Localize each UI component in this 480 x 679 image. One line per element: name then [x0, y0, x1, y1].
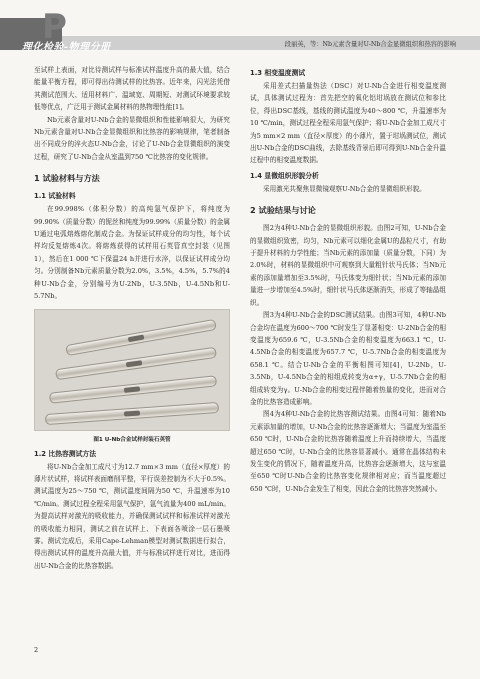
- section-1-4-paragraph: 采用激光共聚焦显微镜观察U-Nb合金的显微组织形貌。: [263, 184, 426, 193]
- figure-1-photo: [34, 309, 230, 431]
- intro-paragraph-2: Nb元素含量对U-Nb合金的显微组织和性能影响很大，为研究Nb元素含量对U-Nb合金显微组织和比热容的影响规律，笔者制备出不同成分的淬火态U-Nb合金，讨论了U-Nb合金显微组织的演变过程，研究了U-Nb合金从室温到750 ℃比热容的变化规律。: [34, 115, 230, 161]
- sample-plug: [126, 360, 143, 367]
- section-2-paragraph-1: 图2为4种U-Nb合金的显微组织形貌。由图2可知，U-Nb合金的显微组织致密，均匀，Nb元素可以细化金属U的晶粒尺寸，有助于提升材料的力学性能；当Nb元素的添加量（质量分数，下同）为2.0%时，材料的显微组织中可观察到大量粗针状马氏体；当Nb元素的添加量增加至3.5%时，马氏体变为细针状；当Nb元素的添加量进一步增加至4.5%时，细针状马氏体逐渐消失，形成了等轴晶组织。: [250, 224, 446, 307]
- quartz-tube: [45, 401, 219, 424]
- section-1-3-heading: 1.3 相变温度测试: [250, 69, 306, 77]
- section-2-paragraph-3: 图4为4种U-Nb合金的比热容测试结果。由图4可知：随着Nb元素添加量的增加，U-Nb合金的比热容逐渐增大；当温度为室温至650 ℃时，U-Nb合金的比热容随着温度上升而持续增大，当温度超过650 ℃时，U-Nb合金的比热容显著减小。通常在晶体结构未发生变化的情况下，随着温度升高，比热容会逐渐增大，这与室温至650 ℃时U-Nb合金的比热容变化规律相对应；而当温度超过650 ℃时，U-Nb合金发生了相变，因此合金的比热容突然减小。: [250, 410, 446, 493]
- page-number: 2: [34, 646, 39, 654]
- figure-1-caption: 图1 U-Nb合金试样封装石英管: [93, 436, 171, 443]
- section-1-heading: 1 试验材料与方法: [34, 173, 100, 184]
- section-1-2-heading: 1.2 比热容测试方法: [34, 449, 96, 458]
- intro-paragraph-1: 至试样上表面，对比待测试样与标准试样温度升高的最大值，结合能量平衡方程，即可得出待测试样的比热容。近年来，闪光法凭借其测试范围大、适用材料广、温域宽、周期短、对测试环境要求较低等优点，广泛用于测试金属材料的热物理性能[1]。: [34, 66, 230, 112]
- journal-logo-letter: P: [42, 7, 67, 47]
- left-column: [34, 64, 230, 572]
- section-1-2-paragraph: 将U-Nb合金加工成尺寸为12.7 mm×3 mm（直径×厚度）的薄片状试样，将试样表面磨削平整，平行误差控制为不大于0.5%。测试温度为25～750 ℃，测试温度间隔为50 ℃，升温速率为10 ℃/min。测试过程全程采用氩气保护，氩气流量为400 mL/min。为提高试样对激光的吸收能力，并确保测试试样和标准试样对激光的吸收能力相同，测试之前在试样上、下表面各喷涂一层石墨喷雾。测试完成后，采用Cape-Lehman模型对测试数据进行拟合，得出测试试样的温度升高最大值，并与标准试样进行对比，进而得出U-Nb合金的比热容数据。: [34, 462, 230, 570]
- section-1-1-paragraph: 在99.998%（体积分数）的高纯氩气保护下，将纯度为99.90%（质量分数）的铌丝和纯度为99.99%（质量分数）的金属U通过电弧熔炼熔化制成合金。为保证试样成分的均匀性，每个试样均反复熔炼4次。将熔炼获得的试样用石英管真空封装（见图1），然后在1 000 ℃下保温24 h并进行水淬，以保证试样成分均匀。分别制备Nb元素质量分数为2.0%，3.5%，4.5%，5.7%的4种U-Nb合金，分别编号为U-2Nb，U-3.5Nb，U-4.5Nb和U-5.7Nb。: [34, 205, 230, 301]
- section-2-paragraph-2: 图3为4种U-Nb合金的DSC测试结果。由图3可知，4种U-Nb合金均在温度为600～700 ℃时发生了显著相变：U-2Nb合金的相变温度为659.6 ℃，U-3.5Nb合金的相变温度为663.1 ℃，U-4.5Nb合金的相变温度为657.7 ℃，U-5.7Nb合金的相变温度为658.1 ℃。结合U-Nb合金的平衡相图可知[4]，U-2Nb，U-3.5Nb，U-4.5Nb合金的相组成转变为α+γ，U-5.7Nb合金的相组成转变为γ。U-Nb合金的相变过程伴随着热量的变化，进而对合金的比热容造成影响。: [250, 311, 446, 406]
- quartz-tube: [49, 375, 217, 404]
- sample-plug: [124, 410, 140, 416]
- right-column: [250, 64, 446, 495]
- running-title: 段丽英，等：Nb元素含量对U-Nb合金显微组织和热容的影响: [284, 41, 456, 48]
- section-2-heading: 2 试验结果与讨论: [250, 205, 316, 216]
- sample-plug: [124, 386, 140, 393]
- section-1-1-heading: 1.1 试验材料: [34, 192, 76, 201]
- section-1-3-paragraph: 采用差式扫描量热法（DSC）对U-Nb合金进行相变温度测试，具体测试过程为：首先把空的氧化铝坩埚放在测试位和参比位，得出DSC基线，基线的测试温度为40～800 ℃，升温速率为10 ℃/min，测试过程全程采用氩气保护；将U-Nb合金加工成尺寸为5 mm×2 mm（直径×厚度）的小薄片，置于坩埚测试位，测试出U-Nb合金的DSC曲线，去除基线背景后即可得到U-Nb合金升温过程中的相变温度数据。: [250, 82, 446, 165]
- section-1-4-heading: 1.4 显微组织形貌分析: [250, 171, 319, 180]
- sample-plug: [128, 334, 145, 342]
- journal-header: [0, 0, 480, 58]
- journal-name: 理化检验-物理分册: [22, 42, 111, 53]
